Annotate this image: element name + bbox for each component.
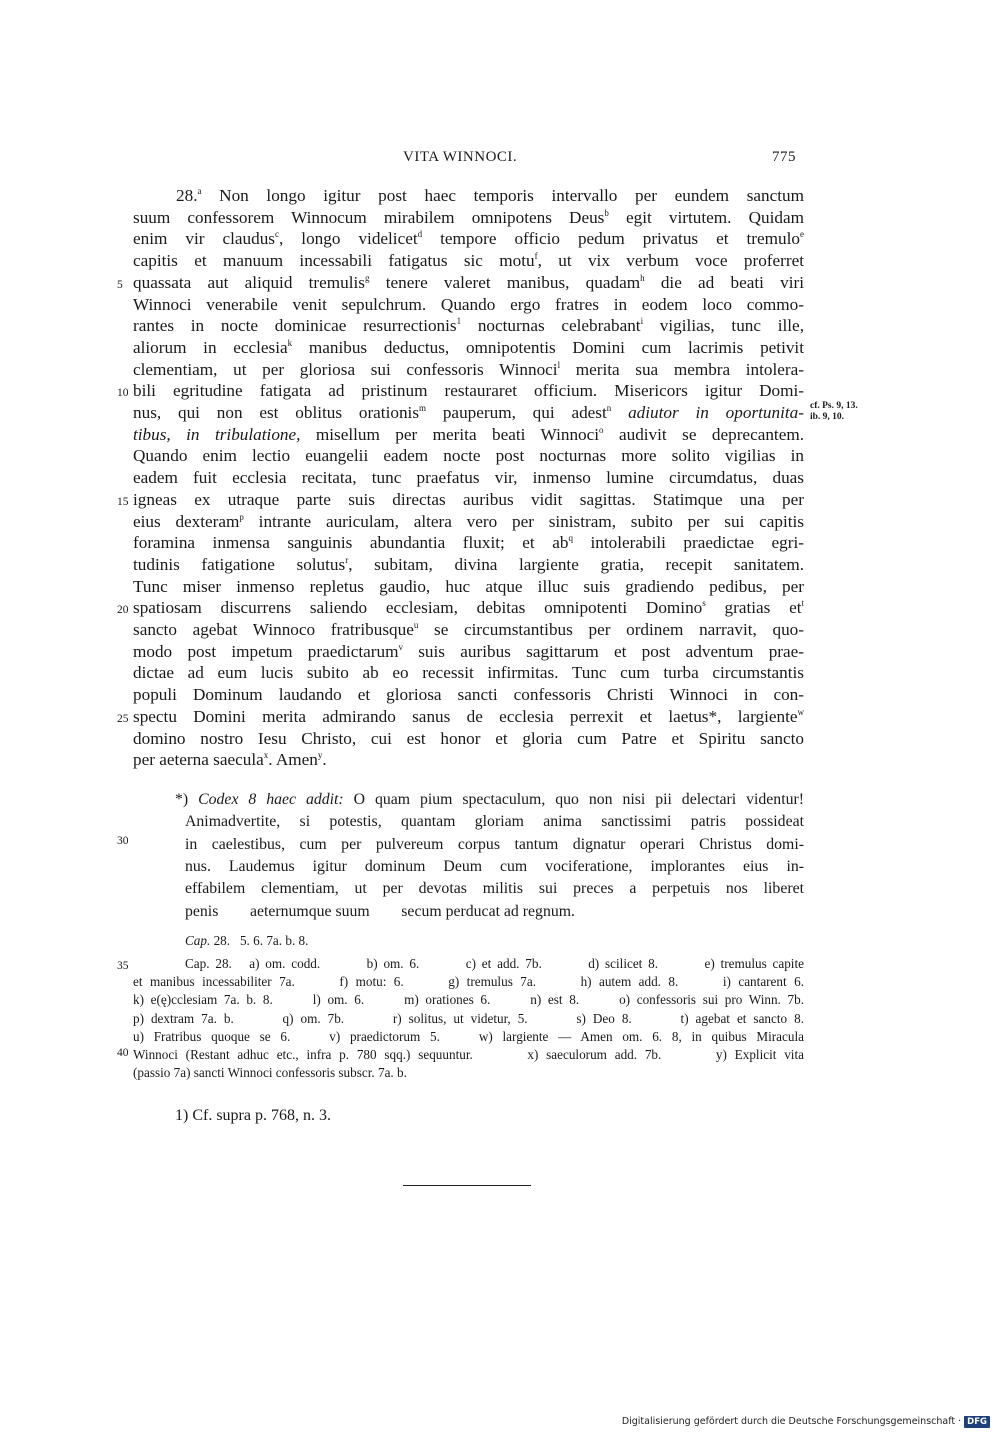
apparatus-line: p) dextram 7a. b. q) om. 7b. r) solitus, ut videtur, 5. s) Deo 8. t) agebat et sancto 8. (133, 1010, 804, 1026)
text-line: rantes in nocte dominicae resurrectionis$^1$ nocturnas celebrabant$^i$ vigilias, tunc ille, (133, 316, 804, 336)
text-line: Tunc miser inmenso repletus gaudio, huc atque illuc suis gradiendo pedibus, per (133, 576, 804, 596)
margin-note-line: ib. 9, 10. (810, 412, 845, 422)
line-number: 25 (117, 713, 129, 725)
footnote-line: effabilem clementiam, ut per devotas militis sui preces a perpetuis nos liberet (185, 880, 804, 898)
line-number: 10 (117, 387, 129, 399)
footer-credit-text: Digitalisierung gefördert durch die Deutsche Forschungsgemeinschaft · (621, 1416, 962, 1427)
text-line: Winnoci venerabile venit sepulchrum. Quando ergo fratres in eodem loco commo- (133, 294, 804, 314)
footnote-line: penis aeternumque suum secum perducat ad regnum. (185, 902, 575, 920)
text-line: modo post impetum praedictarum$^v$ suis auribus sagittarum et post adventum prae- (133, 641, 804, 661)
text-line: populi Dominum laudando et gloriosa sancti confessoris Christi Winnoci in con- (133, 685, 804, 705)
margin-note (810, 401, 858, 423)
cap-sources: 28. 5. 6. 7a. b. 8. (210, 933, 309, 948)
footnote-marker: *) (175, 791, 199, 808)
end-rule (403, 1185, 531, 1186)
text-line: eius dexteram$^p$ intrante auriculam, altera vero per sinistram, subito per sui capitis (133, 511, 804, 531)
line-number: 40 (117, 1047, 129, 1059)
margin-note-line: cf. Ps. 9, 13. (810, 401, 858, 411)
text-line: igneas ex utraque parte suis directas auribus vidit sagittas. Statimque una per (133, 489, 804, 509)
text-line: capitis et manuum incessabili fatigatus sic motu$^f$, ut vix verbum voce proferret (133, 251, 804, 271)
text-line: dictae ad eum lucis subito ab eo recessit infirmitas. Tunc cum turba circumstantis (133, 663, 804, 683)
text-line: spectu Domini merita admirando sanus de ecclesia perrexit et laetus*, largiente$^w$ (133, 706, 804, 726)
apparatus-line: Winnoci (Restant adhuc etc., infra p. 780 sqq.) sequuntur. x) saeculorum add. 7b. y) Explicit vita (133, 1047, 804, 1062)
dfg-logo: DFG (964, 1416, 990, 1428)
footnote-line (175, 789, 804, 811)
footnote-lead-italic: Codex 8 haec addit: (198, 791, 344, 808)
footer-credit (622, 1416, 990, 1428)
text-line: domino nostro Iesu Christo, cui est honor et gloria cum Patre et Spiritu sancto (133, 728, 804, 748)
text-line: 28.$^a$ Non longo igitur post haec temporis intervallo per eundem sanctum (176, 186, 804, 205)
text-line: sancto agebat Winnoco fratribusque$^u$ se circumstantibus per ordinem narravit, quo- (133, 620, 804, 639)
line-number: 35 (117, 960, 129, 972)
text-line: enim vir claudus$^c$, longo videlicet$^d$ tempore officio pedum privatus et tremulo$^e$ (133, 229, 804, 249)
text-line: suum confessorem Winnocum mirabilem omnipotens Deus$^b$ egit virtutem. Quidam (133, 207, 804, 227)
cap-line (185, 933, 308, 949)
text-line: clementiam, ut per gloriosa sui confessoris Winnoci$^l$ merita sua membra intolera- (133, 359, 804, 379)
text-line: spatiosam discurrens saliendo ecclesiam, debitas omnipotenti Domino$^s$ gratias $et^t$ (133, 598, 805, 618)
page-number: 775 (772, 149, 796, 165)
running-title: VITA WINNOCI. (403, 149, 518, 165)
text-line: quassata aut aliquid tremulis$^g$ tenere valeret manibus, quadam$^h$ die ad beati viri (133, 272, 804, 292)
text-line: tudinis fatigatione solutus$^r$, subitam, divina largiente gratia, recepit sanitatem. (133, 554, 804, 574)
source-note: 1) Cf. supra p. 768, n. 3. (175, 1107, 331, 1124)
text-line: Quando enim lectio euangelii eadem nocte post nocturnas more solito vigilias in (133, 446, 804, 466)
text-line: bili egritudine fatigata ad pristinum restauraret officium. Misericors igitur Domi- (133, 381, 804, 401)
footnote-line: in caelestibus, cum per pulvereum corpus tantum dignatur operari Christus domi- (185, 835, 804, 853)
line-number: 15 (117, 496, 129, 508)
text-line: per aeterna saecula$^x$. Amen$^y$. (133, 750, 327, 770)
footnote-line: nus. Laudemus igitur dominum Deum cum vociferatione, implorantes eius in- (185, 857, 804, 875)
apparatus-line: (passio 7a) sancti Winnoci confessoris subscr. 7a. b. (133, 1065, 407, 1081)
line-number: 20 (117, 604, 129, 616)
text-line: foramina inmensa sanguinis abundantia fluxit; et $ab^q$ intolerabili praedictae egri- (133, 533, 804, 553)
line-number: 30 (117, 835, 129, 847)
footnote-line: Animadvertite, si potestis, quantam gloriam anima sanctissimi patris possideat (185, 813, 804, 831)
apparatus-line: u) Fratribus quoque se 6. v) praedictorum 5. w) largiente — Amen om. 6. 8, in quibus Miracula (133, 1028, 804, 1044)
cap-label: Cap. (185, 933, 211, 948)
apparatus-line: k) e(ę)cclesiam 7a. b. 8. l) om. 6. m) orationes 6. n) est 8. o) confessoris sui pro Winn. 7b. (133, 992, 804, 1008)
text-line: aliorum in ecclesia$^k$ manibus deductus, omnipotentis Domini cum lacrimis petivit (133, 337, 804, 357)
text-line: tibus, in tribulatione, misellum per merita beati Winnoci$^o$ audivit se deprecantem. (133, 424, 804, 444)
text-line: eadem fuit ecclesia recitata, tunc praefatus vir, inmenso lumine circumdatus, duas (133, 468, 804, 488)
line-number: 5 (117, 279, 123, 291)
apparatus-line: et manibus incessabiliter 7a. f) motu: 6. g) tremulus 7a. h) autem add. 8. i) cantarent 6. (133, 974, 804, 990)
apparatus-line: Cap. 28. a) om. codd. b) om. 6. c) et add. 7b. d) scilicet 8. e) tremulus capite (185, 956, 804, 971)
footnote-first-text: O quam pium spectaculum, quo non nisi pii delectari videntur! (343, 791, 805, 808)
text-line: nus, qui non est oblitus orationis$^m$ pauperum, qui adest$^n$ adiutor in oportunita- (133, 403, 804, 422)
